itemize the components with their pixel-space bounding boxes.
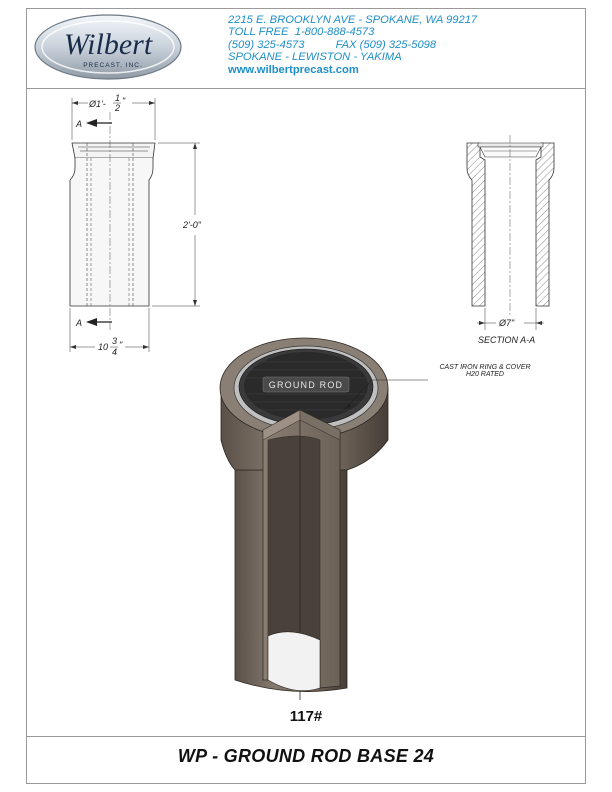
section-marker-top: A bbox=[76, 119, 83, 129]
callout-line-1: CAST IRON RING & COVER bbox=[439, 364, 531, 371]
logo-subtext: PRECAST, INC. bbox=[83, 62, 143, 69]
product-weight: 117# bbox=[289, 708, 323, 725]
svg-text:": " bbox=[122, 96, 126, 106]
elevation-view bbox=[70, 93, 202, 357]
cutaway-render bbox=[220, 338, 428, 700]
cover-label: GROUND ROD bbox=[268, 380, 344, 390]
section-title: SECTION A-A bbox=[478, 335, 536, 345]
toll-free-line: TOLL FREE 1-800-888-4573 bbox=[228, 26, 375, 39]
callout-line-2: H20 RATED bbox=[466, 371, 504, 378]
product-title: WP - GROUND ROD BASE 24 bbox=[177, 746, 435, 766]
base-width-denominator: 4 bbox=[112, 347, 118, 357]
address-line: 2215 E. BROOKLYN AVE - SPOKANE, WA 99217 bbox=[228, 14, 478, 26]
base-width-whole: 10 bbox=[98, 342, 109, 352]
svg-text:": " bbox=[119, 340, 123, 350]
locations-line: SPOKANE - LEWISTON - YAKIMA bbox=[228, 51, 402, 64]
section-marker-bottom: A bbox=[76, 318, 83, 328]
top-diameter-denominator: 2 bbox=[115, 103, 121, 113]
base-width-numerator: 3 bbox=[112, 336, 118, 346]
top-diameter-label: Ø1'- bbox=[89, 99, 106, 109]
website-link[interactable]: www.wilbertprecast.com bbox=[228, 63, 359, 76]
phone-fax-line: (509) 325-4573 FAX (509) 325-5098 bbox=[228, 38, 437, 51]
logo-wordmark: Wilbert bbox=[63, 28, 153, 61]
height-label: 2'-0" bbox=[183, 220, 201, 230]
section-inner-diameter: Ø7" bbox=[499, 318, 515, 328]
top-diameter-numerator: 1 bbox=[115, 93, 121, 103]
ring-cover-callout bbox=[420, 364, 550, 378]
section-view bbox=[467, 135, 554, 345]
